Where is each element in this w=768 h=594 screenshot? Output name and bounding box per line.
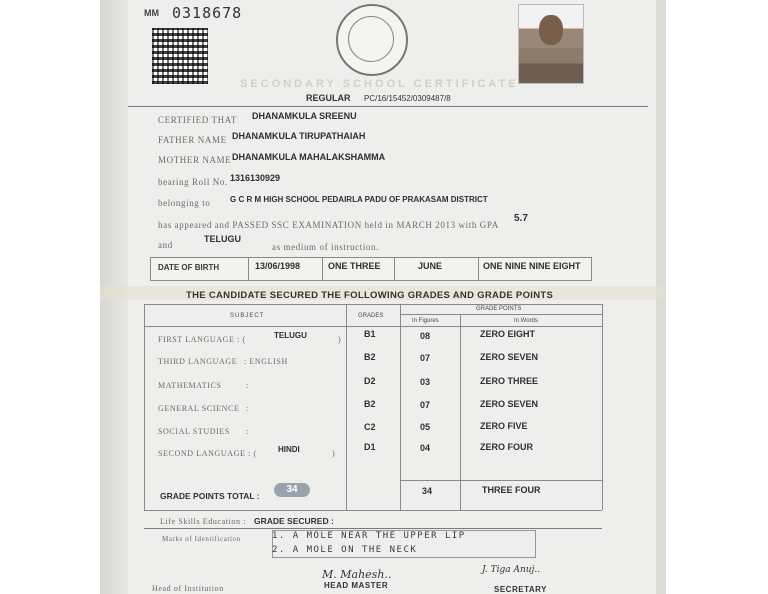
row-detail: HINDI (278, 445, 300, 454)
row-figure: 03 (420, 377, 431, 387)
row-subject: SOCIAL STUDIES (158, 427, 230, 436)
row-words: ZERO SEVEN (480, 352, 539, 362)
row-grade: B2 (364, 399, 376, 409)
table-right-rule (602, 304, 603, 510)
mark-line-1: 1. A MOLE NEAR THE UPPER LIP (272, 531, 466, 541)
total-words: THREE FOUR (482, 485, 541, 495)
row-figure: 08 (420, 331, 431, 341)
student-name: DHANAMKULA SREENU (252, 111, 357, 121)
row-words: ZERO THREE (480, 376, 539, 386)
grades-title: THE CANDIDATE SECURED THE FOLLOWING GRADES AND GRADE POINTS (186, 290, 554, 301)
head-subject: SUBJECT (230, 313, 265, 319)
certified-label: CERTIFIED THAT (158, 115, 237, 125)
row-detail: : (246, 427, 249, 436)
row-close: ) (332, 449, 336, 458)
secretary-label: SECRETARY (494, 585, 547, 594)
dob-date: 13/06/1998 (255, 261, 301, 271)
header-rule (128, 106, 648, 107)
head-words: In Words (514, 318, 538, 324)
row-detail: : (246, 381, 249, 390)
row-grade: D1 (364, 442, 376, 452)
row-figure: 07 (420, 400, 431, 410)
qr-code-icon (152, 28, 208, 84)
row-grade: B2 (364, 352, 376, 362)
head-of-institution-label: Head of Institution (152, 584, 224, 593)
life-skills-grade-label: GRADE SECURED : (254, 516, 334, 526)
total-badge: 34 (274, 483, 310, 497)
government-seal-icon (336, 4, 408, 76)
row-words: ZERO EIGHT (480, 329, 536, 339)
dob-day-words: ONE THREE (328, 261, 381, 271)
life-skills-label: Life Skills Education : (160, 517, 247, 526)
row-figure: 05 (420, 422, 431, 432)
row-subject: MATHEMATICS (158, 381, 222, 390)
medium-value: TELUGU (204, 234, 241, 244)
table-head-rule (144, 326, 602, 327)
table-top-rule (144, 304, 602, 305)
belonging-label: belonging to (158, 198, 211, 208)
roll-number: 1316130929 (230, 173, 281, 183)
row-detail: TELUGU (274, 331, 307, 340)
row-grade: D2 (364, 376, 376, 386)
dob-label: DATE OF BIRTH (158, 263, 220, 272)
serial-number: 0318678 (172, 4, 243, 22)
mark-line-2: 2. A MOLE ON THE NECK (272, 545, 418, 555)
table-left-rule (144, 304, 145, 510)
row-subject: SECOND LANGUAGE : ( (158, 449, 257, 458)
total-label: GRADE POINTS TOTAL : (160, 491, 260, 501)
head-master-signature: M. Mahesh.. (322, 568, 392, 581)
gpa-value: 5.7 (514, 213, 528, 224)
row-subject: THIRD LANGUAGE (158, 357, 238, 366)
row-grade: C2 (364, 422, 376, 432)
table-total-rule (400, 480, 602, 481)
dob-year-words: ONE NINE NINE EIGHT (483, 261, 581, 271)
father-name: DHANAMKULA TIRUPATHAIAH (232, 131, 366, 141)
table-subject-rule (346, 304, 347, 510)
head-figures: In Figures (412, 318, 439, 324)
exam-text: has appeared and PASSED SSC EXAMINATION held in MARCH 2013 with GPA (158, 220, 499, 230)
certificate-sheet (100, 0, 666, 594)
row-subject: GENERAL SCIENCE (158, 404, 240, 413)
row-words: ZERO FIVE (480, 421, 528, 431)
student-photo (518, 4, 584, 84)
and-label: and (158, 240, 173, 250)
row-detail: : ENGLISH (244, 357, 288, 366)
row-detail: : (246, 404, 249, 413)
table-points-split (400, 314, 602, 315)
regular-label: REGULAR (306, 93, 351, 103)
life-skills-rule (144, 528, 602, 529)
secretary-signature: J. Tiga Anuj.. (482, 565, 541, 575)
school-name: G C R M HIGH SCHOOL PEDAIRLA PADU OF PRAKASAM DISTRICT (230, 195, 488, 204)
total-figure: 34 (422, 486, 433, 496)
marks-label: Marks of Identification (162, 535, 241, 543)
mother-label: MOTHER NAME (158, 155, 232, 165)
row-words: ZERO FOUR (480, 442, 533, 452)
row-figure: 07 (420, 353, 431, 363)
watermark-title: SECONDARY SCHOOL CERTIFICATE (240, 78, 519, 90)
roll-label: bearing Roll No. (158, 177, 228, 187)
row-figure: 04 (420, 443, 431, 453)
pc-number: PC/16/15452/0309487/8 (364, 94, 451, 103)
head-master-label: HEAD MASTER (324, 581, 389, 590)
serial-prefix: MM (144, 8, 159, 18)
row-words: ZERO SEVEN (480, 399, 539, 409)
row-subject: FIRST LANGUAGE : ( (158, 335, 246, 344)
mother-name: DHANAMKULA MAHALAKSHAMMA (232, 152, 386, 162)
head-points: GRADE POINTS (476, 306, 522, 312)
row-grade: B1 (364, 329, 376, 339)
head-grades: GRADES (358, 313, 384, 319)
row-close: ) (338, 335, 342, 344)
table-bottom-rule (144, 510, 602, 511)
medium-suffix: as medium of instruction. (272, 242, 379, 252)
dob-month-words: JUNE (418, 261, 443, 271)
father-label: FATHER NAME (158, 135, 227, 145)
